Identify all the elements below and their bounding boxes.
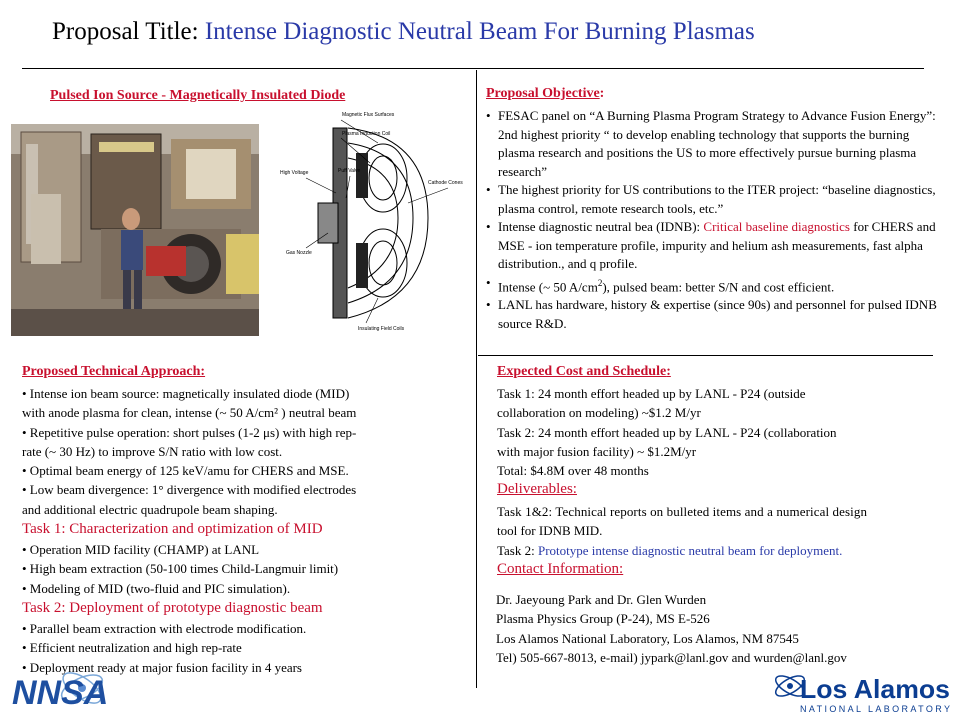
- objective-bullet: [484, 274, 944, 297]
- contact-line: Plasma Physics Group (P-24), MS E-526: [496, 611, 710, 627]
- contact-line: Dr. Jaeyoung Park and Dr. Glen Wurden: [496, 592, 707, 607]
- label-high-voltage: High Voltage: [280, 170, 309, 176]
- approach-line: • Optimal beam energy of 125 keV/amu for CHERS and MSE.: [22, 463, 349, 479]
- deliverables-task2: [497, 541, 867, 560]
- objective-bullet: [484, 218, 944, 274]
- label-magnetic-flux: Magnetic Flux Surfaces: [342, 112, 395, 118]
- approach-line: rate (~ 30 Hz) to improve S/N ratio with low cost.: [22, 443, 283, 459]
- label-puff-valve: Puff Valve: [338, 168, 361, 174]
- approach-line: and additional electric quadrupole beam shaping.: [22, 501, 278, 517]
- deliverables-line: Task 1&2: Technical reports on bulleted items and a numerical design: [497, 504, 868, 519]
- cost-line: Total: $4.8M over 48 months: [497, 463, 649, 479]
- cost-line: Task 1: 24 month effort headed up by LANL - P24 (outside: [497, 386, 806, 401]
- label-gas-nozzle: Gas Nozzle: [286, 250, 312, 256]
- objective-bullet: • The highest priority for US contributions to the ITER project: “baseline diagnostics, plasma control, remote research tools, etc.”: [484, 181, 944, 218]
- task1-line: • Modeling of MID (two-fluid and PIC simulation).: [22, 580, 291, 596]
- task2-line: • Efficient neutralization and high rep-rate: [22, 640, 242, 656]
- lab-photo-drawing: [11, 124, 259, 336]
- approach-line: • Low beam divergence: 1° divergence with modified electrodes: [22, 482, 357, 498]
- objective-heading-text: Proposal Objective: [486, 86, 600, 101]
- lanl-logo: [770, 664, 955, 718]
- task1-line: • Operation MID facility (CHAMP) at LANL: [22, 542, 260, 557]
- approach-line: with anode plasma for clean, intense (~ 50 A/cm² ) neutral beam: [22, 405, 357, 421]
- task2-heading: Task 2: Deployment of prototype diagnostic beam: [22, 600, 323, 616]
- objective-heading: [486, 86, 604, 102]
- approach-lines: [22, 384, 356, 519]
- deliverables-task2-end: .: [839, 542, 843, 558]
- cost-line: with major fusion facility) ~ $1.2M/yr: [497, 443, 697, 459]
- objective-text: ), pulsed beam: better S/N and cost efficient.: [602, 278, 835, 294]
- deliverables-heading: Deliverables:: [497, 481, 577, 497]
- deliverables-task2-prefix: Task 2:: [497, 542, 538, 558]
- lab-photo: [11, 124, 259, 336]
- nnsa-logo: [10, 662, 150, 718]
- label-insulating-coils: Insulating Field Coils: [358, 326, 405, 332]
- title-text: Intense Diagnostic Neutral Beam For Burning Plasmas: [204, 18, 755, 45]
- cost-heading-colon: :: [666, 364, 671, 379]
- objective-bullet: • LANL has hardware, history & expertise (since 90s) and personnel for pulsed IDNB source R&D.: [484, 296, 944, 333]
- lanl-logo-drawing: [770, 664, 955, 718]
- cost-heading-text: Expected Cost and Schedule: [497, 364, 667, 379]
- approach-line: • Repetitive pulse operation: short pulses (1-2 μs) with high rep-: [22, 424, 357, 440]
- ion-source-heading: Pulsed Ion Source - Magnetically Insulated Diode: [50, 88, 346, 103]
- cost-line: collaboration on modeling) ~$1.2 M/yr: [497, 405, 701, 421]
- right-divider: [478, 355, 933, 356]
- mid-schematic-drawing: [278, 108, 478, 343]
- nnsa-logo-drawing: [10, 662, 150, 718]
- deliverables-lines: [497, 502, 867, 560]
- top-divider: [22, 68, 924, 69]
- contact-heading: Contact Information:: [497, 561, 624, 577]
- objective-highlight: Critical baseline diagnostics: [703, 219, 850, 234]
- contact-lines: [496, 590, 847, 667]
- task1-heading: Task 1: Characterization and optimization of MID: [22, 521, 323, 537]
- cost-heading: [497, 364, 671, 380]
- objective-superscript: 2: [597, 277, 603, 288]
- label-cathode-cones: Cathode Cones: [428, 180, 463, 186]
- cost-line: Task 2: 24 month effort headed up by LANL - P24 (collaboration: [497, 424, 837, 440]
- task2-line: • Parallel beam extraction with electrode modification.: [22, 621, 307, 636]
- approach-line: • Intense ion beam source: magnetically insulated diode (MID): [22, 386, 350, 401]
- task1-line: • High beam extraction (50-100 times Child-Langmuir limit): [22, 561, 339, 577]
- deliverables-task2-text: Prototype intense diagnostic neutral beam for deployment: [537, 542, 840, 558]
- title-label: Proposal Title:: [52, 18, 205, 45]
- label-plasma-induction: Plasma Induction Coil: [342, 131, 391, 137]
- deliverables-line: tool for IDNB MID.: [497, 523, 603, 539]
- proposal-title: [52, 18, 755, 46]
- nnsa-logo-text: NNSA: [12, 674, 109, 712]
- lanl-logo-sub: NATIONAL LABORATORY: [800, 704, 950, 714]
- objective-text: Intense (~ 50 A/cm: [498, 278, 598, 294]
- task1-lines: [22, 540, 338, 598]
- objective-heading-colon: :: [599, 86, 605, 101]
- cost-lines: [497, 384, 837, 480]
- contact-line: Tel) 505-667-8013, e-mail) jypark@lanl.gov and wurden@lanl.gov: [496, 649, 847, 665]
- mid-schematic-diagram: [278, 108, 478, 343]
- objective-bullet: • FESAC panel on “A Burning Plasma Program Strategy to Advance Fusion Energy”: 2nd highest priority “ to develop enabling technology that supports the burning plasma research and positions the US to more effectively pursue burning plasma research”: [484, 107, 944, 181]
- approach-heading: Proposed Technical Approach:: [22, 364, 206, 379]
- contact-line: Los Alamos National Laboratory, Los Alamos, NM 87545: [496, 630, 799, 646]
- objective-list: [484, 107, 944, 333]
- objective-text: Intense diagnostic neutral bea (IDNB):: [498, 219, 704, 234]
- task2-line: • Deployment ready at major fusion facility in 4 years: [22, 659, 302, 675]
- lanl-logo-main: Los Alamos: [800, 674, 950, 704]
- objective-text: for CHERS and MSE - ion temperature profile, impurity and helium ash measurements, fast alpha distribution., and q profile.: [498, 219, 936, 271]
